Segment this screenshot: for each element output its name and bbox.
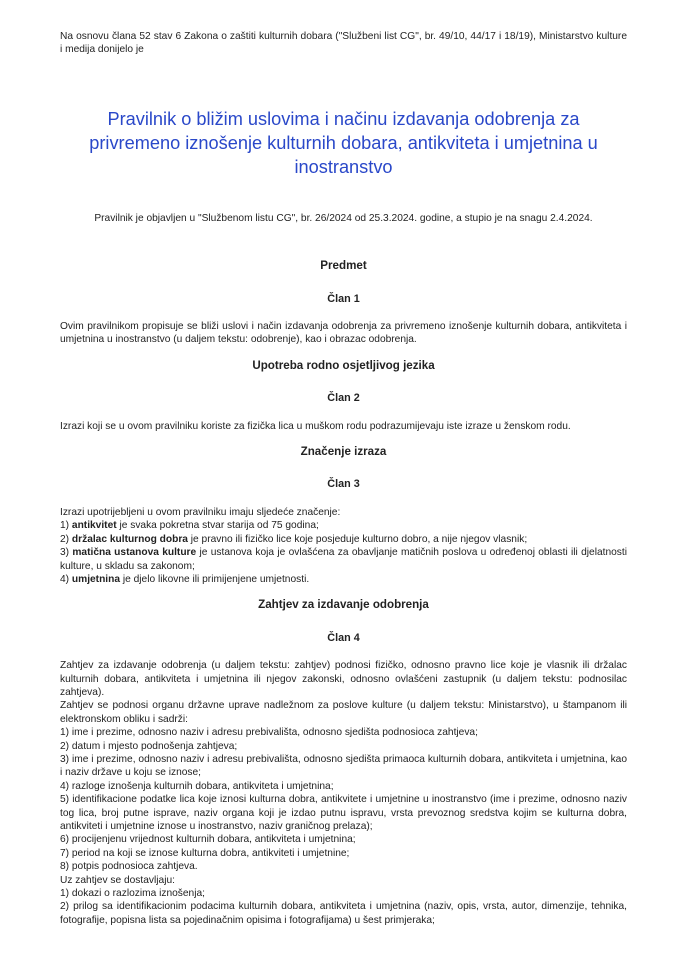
list-item: 1) antikvitet je svaka pokretna stvar starija od 75 godina; bbox=[60, 520, 319, 532]
article-1-label: Član 1 bbox=[327, 292, 360, 305]
list-item: 2) prilog sa identifikacionim podacima kulturnih dobara, antikviteta i umjetnina (naziv, opis, vrsta, autor, dimenzije, tehnika, fotografije, popisna lista sa pojedinačnim opisima i fotografijama) u šest primjeraka; bbox=[60, 901, 627, 926]
article-4-label: Član 4 bbox=[327, 631, 360, 644]
section-heading-predmet: Predmet bbox=[320, 259, 367, 273]
article-2-label: Član 2 bbox=[327, 392, 360, 405]
section-heading-izrazi: Značenje izraza bbox=[300, 445, 387, 459]
article-4-paragraph-3: Uz zahtjev se dostavljaju: bbox=[60, 874, 175, 886]
list-item: 3) matična ustanova kulture je ustanova koja je ovlašćena za obavljanje matičnih poslova u određenoj oblasti ili djelatnosti kulture, u skladu sa zakonom; bbox=[60, 547, 627, 572]
list-item: 4) umjetnina je djelo likovne ili primijenjene umjetnosti. bbox=[60, 573, 310, 585]
list-item: 2) datum i mjesto podnošenja zahtjeva; bbox=[60, 740, 238, 752]
document-title: Pravilnik o bližim uslovima i načinu izdavanja odobrenja za privremeno iznošenje kulturnih dobara, antikviteta i umjetnina u inostranstvo bbox=[89, 108, 598, 177]
article-4-paragraph-2: Zahtjev se podnosi organu državne uprave nadležnom za poslove kulture (u daljem tekstu: Ministarstvo), u štampanom ili elektronskom obliku i sadrži: bbox=[60, 700, 627, 725]
list-item: 5) identifikacione podatke lica koje iznosi kulturna dobra, antikvitete i umjetnine u inostranstvo (ime i prezime, odnosno naziv tog lica, broj putne isprave, naziv organa koji je izdao putnu ispravu, vrsta prevoznog sredstva kojim se kulturna dobra, antikviteti i umjetnine iznose u inostranstvo, naziv graničnog prelaza); bbox=[60, 794, 627, 832]
list-item: 6) procijenjenu vrijednost kulturnih dobara, antikviteta i umjetnina; bbox=[60, 834, 356, 846]
article-4-paragraph-1: Zahtjev za izdavanje odobrenja (u daljem tekstu: zahtjev) podnosi fizičko, odnosno pravno lice koje je vlasnik ili držalac kulturnih dobara, antikviteta i umjetnina ili njegov zakonski, odnosno ovlašćeni zastupnik (u daljem tekstu: podnosilac zahtjeva). bbox=[60, 660, 627, 698]
intro-paragraph: Na osnovu člana 52 stav 6 Zakona o zaštiti kulturnih dobara ("Službeni list CG", br. 49/10, 44/17 i 18/19), Ministarstvo kulture i medija donijelo je bbox=[60, 31, 627, 56]
list-item: 4) razloge iznošenja kulturnih dobara, antikviteta i umjetnina; bbox=[60, 780, 334, 792]
list-item: 3) ime i prezime, odnosno naziv i adresu prebivališta, odnosno sjedišta primaoca kulturnih dobara, antikviteta i umjetnina, kao i naziv države u koju se iznose; bbox=[60, 753, 627, 779]
article-3-label: Član 3 bbox=[327, 478, 360, 491]
article-1-text: Ovim pravilnikom propisuje se bliži uslovi i način izdavanja odobrenja za privremeno iznošenje kulturnih dobara, antikviteta i umjetnina u inostranstvo (u daljem tekstu: odobrenje), kao i obrazac odobrenja. bbox=[60, 321, 627, 346]
list-item: 1) dokazi o razlozima iznošenja; bbox=[60, 888, 205, 900]
list-item: 7) period na koji se iznose kulturna dobra, antikviteti i umjetnine; bbox=[60, 847, 350, 859]
list-item: 1) ime i prezime, odnosno naziv i adresu prebivališta, odnosno sjedišta podnosioca zahtjeva; bbox=[60, 727, 478, 739]
list-item: 8) potpis podnosioca zahtjeva. bbox=[60, 861, 198, 873]
publication-note: Pravilnik je objavljen u "Službenom listu CG", br. 26/2024 od 25.3.2024. godine, a stupio je na snagu 2.4.2024. bbox=[94, 212, 593, 224]
section-heading-jezik: Upotreba rodno osjetljivog jezika bbox=[252, 358, 435, 372]
article-3-lead: Izrazi upotrijebljeni u ovom pravilniku imaju sljedeće značenje: bbox=[60, 506, 341, 518]
article-2-text: Izrazi koji se u ovom pravilniku koriste za fizička lica u muškom rodu podrazumijevaju iste izraze u ženskom rodu. bbox=[60, 420, 571, 432]
list-item: 2) držalac kulturnog dobra je pravno ili fizičko lice koje posjeduje kulturno dobro, a nije njegov vlasnik; bbox=[60, 533, 528, 545]
section-heading-zahtjev: Zahtjev za izdavanje odobrenja bbox=[258, 598, 429, 612]
